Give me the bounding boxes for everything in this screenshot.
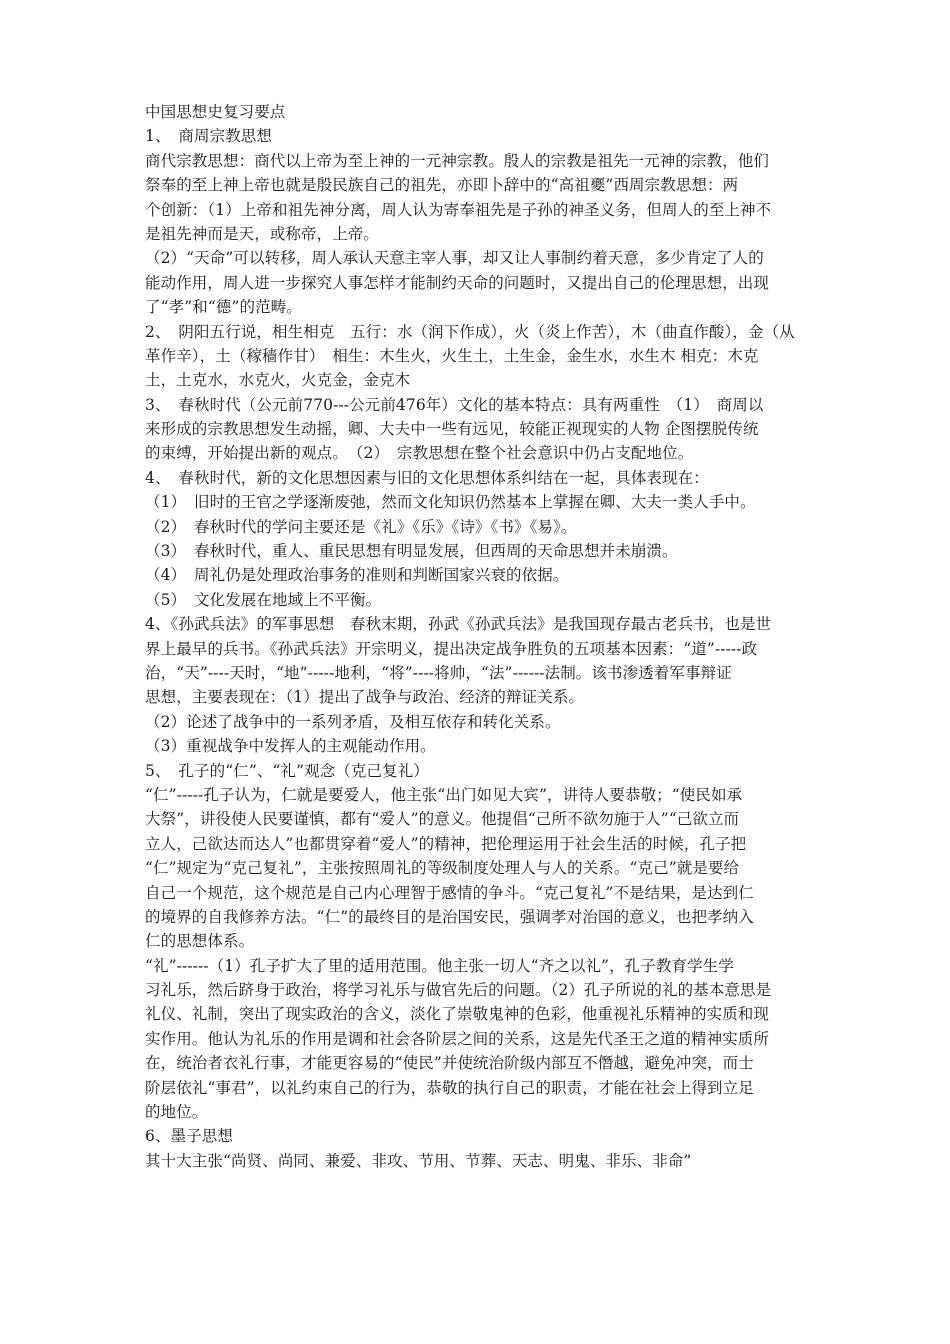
list-item: （3） 春秋时代，重人、重民思想有明显发展，但西周的天命思想并未崩溃。 bbox=[145, 542, 678, 561]
paragraph-line: 界上最早的兵书。《孙武兵法》开宗明义，提出决定战争胜负的五项基本因素：“道”-----政 bbox=[145, 639, 758, 658]
doc-title: 中国思想史复习要点 bbox=[145, 103, 286, 121]
paragraph-line: 习礼乐，然后跻身于政治，将学习礼乐与做官先后的问题。（2）孔子所说的礼的基本意思是 bbox=[145, 981, 772, 1000]
paragraph-line: 个创新：（1）上帝和祖先神分离，周人认为寄奉祖先是子孙的神圣义务，但周人的至上神不 bbox=[145, 200, 772, 219]
section-heading-2: 2、 阴阳五行说，相生相克 五行：水（润下作成），火（炎上作苦），木（曲直作酸），金（从 bbox=[145, 322, 795, 341]
list-item: （4） 周礼仍是处理政治事务的准则和判断国家兴衰的依据。 bbox=[145, 566, 569, 585]
paragraph-line: “仁”规定为“克己复礼”，主张按照周礼的等级制度处理人与人的关系。“克己”就是要给 bbox=[145, 859, 740, 878]
paragraph-line: 商代宗教思想：商代以上帝为至上神的一元神宗教。殷人的宗教是祖先一元神的宗教，他们 bbox=[145, 151, 770, 170]
section-heading-4: 4、 春秋时代，新的文化思想因素与旧的文化思想体系纠结在一起，具体表现在： bbox=[145, 468, 709, 487]
paragraph-line: 阶层依礼“事君”，以礼约束自己的行为，恭敬的执行自己的职责，才能在社会上得到立足 bbox=[145, 1078, 754, 1097]
paragraph-line: “仁”-----孔子认为，仁就是要爱人，他主张“出门如见大宾”，讲待人要恭敬；“使民如承 bbox=[145, 785, 743, 804]
paragraph-line: 能动作用，周人进一步探究人事怎样才能制约天命的问题时，又提出自己的伦理思想，出现 bbox=[145, 273, 770, 292]
document-page bbox=[145, 100, 813, 1173]
paragraph-line: 来形成的宗教思想发生动摇，卿、大夫中一些有远见，较能正视现实的人物 企图摆脱传统 bbox=[145, 420, 759, 439]
paragraph-line: 实作用。他认为礼乐的作用是调和社会各阶层之间的关系，这是先代圣王之道的精神实质所 bbox=[145, 1029, 770, 1048]
list-item: （1） 旧时的王官之学逐渐废弛，然而文化知识仍然基本上掌握在卿、大夫一类人手中。 bbox=[145, 493, 756, 512]
paragraph-line: “礼”------（1）孔子扩大了里的适用范围。他主张一切人“齐之以礼”，孔子教育学生学 bbox=[145, 956, 734, 975]
list-item: （3）重视战争中发挥人的主观能动作用。 bbox=[145, 737, 436, 756]
paragraph-line: 在，统治者衣礼行事，才能更容易的“使民”并使统治阶级内部互不僭越，避免冲突，而士 bbox=[145, 1054, 754, 1073]
section-heading-3: 3、 春秋时代（公元前770---公元前476年）文化的基本特点：具有两重性 （1） 商周以 bbox=[145, 395, 764, 414]
section-heading-6: 6、墨子思想 bbox=[145, 1127, 233, 1146]
paragraph-line: 土，土克水，水克火，火克金，金克木 bbox=[145, 371, 411, 390]
paragraph-line: 的境界的自我修养方法。“仁”的最终目的是治国安民，强调孝对治国的意义，也把孝纳入 bbox=[145, 907, 754, 926]
paragraph-line: 其十大主张“尚贤、尚同、兼爱、非攻、节用、节葬、天志、明鬼、非乐、非命” bbox=[145, 1151, 692, 1170]
paragraph-line: 思想，主要表现在：（1）提出了战争与政治、经济的辩证关系。 bbox=[145, 688, 585, 707]
list-item: （5） 文化发展在地域上不平衡。 bbox=[145, 590, 382, 609]
section-heading-1: 1、 商周宗教思想 bbox=[145, 127, 273, 146]
paragraph-line: 礼仪、礼制，突出了现实政治的含义，淡化了崇敬鬼神的色彩，他重视礼乐精神的实质和现 bbox=[145, 1005, 770, 1024]
paragraph-line: 大祭”，讲役使人民要谨慎，都有“爱人”的意义。他提倡“己所不欲勿施于人”“己欲立而 bbox=[145, 810, 740, 829]
list-item: （2）论述了战争中的一系列矛盾，及相互依存和转化关系。 bbox=[145, 712, 561, 731]
paragraph-line: （2）“天命”可以转移，周人承认天意主宰人事，却又让人事制约着天意，多少肯定了人的 bbox=[145, 249, 764, 268]
paragraph-line: 治，“天”----天时，“地”-----地利，“将”----将帅，“法”------法制。该书渗透着军事辩证 bbox=[145, 663, 732, 682]
paragraph-line: 自己一个规范，这个规范是自己内心理智于感情的争斗。“克己复礼”不是结果，是达到仁 bbox=[145, 883, 754, 902]
paragraph-line: 的束缚，开始提出新的观点。 （2） 宗教思想在整个社会意识中仍占支配地位。 bbox=[145, 444, 694, 463]
paragraph-line: 仁的思想体系。 bbox=[145, 932, 255, 951]
paragraph-line: 是祖先神而是天，或称帝，上帝。 bbox=[145, 224, 380, 243]
paragraph-line: 祭奉的至上神上帝也就是殷民族自己的祖先，亦即卜辞中的“高祖夒”西周宗教思想：两 bbox=[145, 176, 739, 195]
paragraph-line: 立人，己欲达而达人”也都贯穿着“爱人”的精神，把伦理运用于社会生活的时候，孔子把 bbox=[145, 834, 747, 853]
paragraph-line: 的地位。 bbox=[145, 1103, 208, 1122]
section-heading-5: 5、 孔子的“仁”、“礼”观念（克己复礼） bbox=[145, 761, 429, 780]
paragraph-line: 了“孝”和“德”的范畴。 bbox=[145, 298, 302, 317]
list-item: （2） 春秋时代的学问主要还是《礼》《乐》《诗》《书》《易》。 bbox=[145, 517, 577, 536]
section-heading-4b: 4、《孙武兵法》的军事思想 春秋末期，孙武《孙武兵法》是我国现存最古老兵书，也是世 bbox=[145, 615, 772, 634]
paragraph-line: 革作辛），土（稼穑作甘） 相生：木生火，火生土，土生金，金生水，水生木 相克：木克 bbox=[145, 346, 759, 365]
